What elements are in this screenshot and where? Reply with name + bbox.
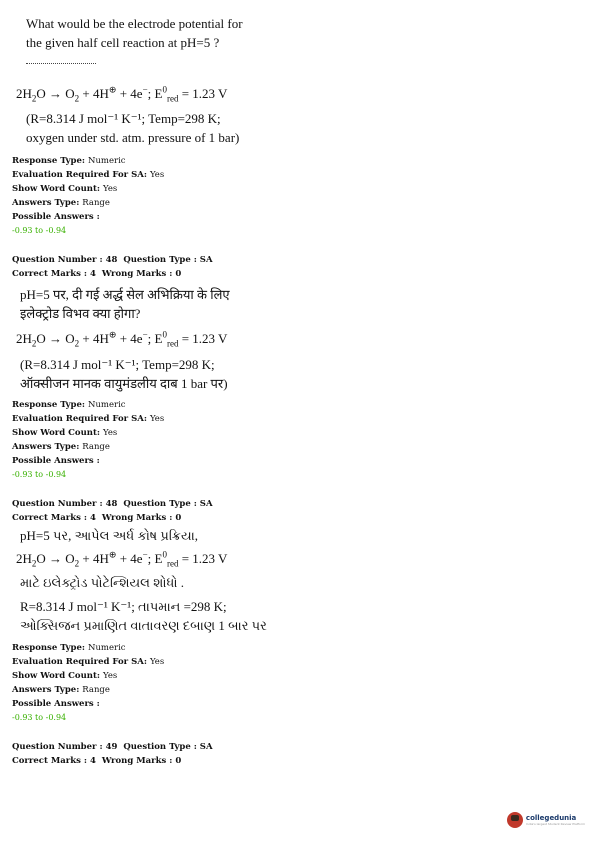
meta-block: Response Type: Numeric Evaluation Required For SA: Yes Show Word Count: Yes Answers Type: Range Possible Answers : (12, 400, 165, 466)
wrong-marks: Wrong Marks : 0 (101, 756, 182, 766)
possible-answers-label: Possible Answers : (12, 212, 100, 222)
conditions-line: oxygen under std. atm. pressure of 1 bar) (26, 130, 240, 145)
wrong-marks: Wrong Marks : 0 (101, 513, 182, 523)
question-text-gu (20, 526, 198, 545)
possible-answers-value: -0.93 to -0.94 (12, 713, 67, 722)
possible-answers-value: -0.93 to -0.94 (12, 226, 67, 235)
question-line: માટે ઇલેક્ટ્રોડ પોટેન્શિયલ શોધો . (20, 575, 185, 590)
logo-name: collegedunia (525, 814, 577, 822)
question-header (12, 740, 213, 768)
question-number: Question Number : 48 (12, 255, 118, 265)
question-header (12, 497, 213, 525)
eval-row: Evaluation Required For SA: Yes (12, 170, 165, 180)
word-count-row: Show Word Count: Yes (12, 184, 118, 194)
question-line: What would be the electrode potential for (26, 16, 243, 31)
equation: $2H_2O \to O_2 + 4H^\oplus + 4e^-$; $E^0_{red} = 1.23$ V (16, 329, 228, 349)
possible-answers-value: -0.93 to -0.94 (12, 470, 67, 479)
question-type: Question Type : SA (123, 255, 213, 265)
conditions (20, 597, 267, 635)
collegedunia-logo (507, 812, 585, 828)
correct-marks: Correct Marks : 4 (12, 513, 96, 523)
question-type: Question Type : SA (123, 499, 213, 509)
conditions-line: (R=8.314 J mol⁻¹ K⁻¹; Temp=298 K; (20, 357, 215, 372)
conditions (20, 355, 228, 393)
question-number: Question Number : 48 (12, 499, 118, 509)
response-type-row: Response Type: Numeric (12, 156, 126, 166)
conditions-line: (R=8.314 J mol⁻¹ K⁻¹; Temp=298 K; (26, 111, 221, 126)
correct-marks: Correct Marks : 4 (12, 756, 96, 766)
correct-marks: Correct Marks : 4 (12, 269, 96, 279)
conditions-line: ऑक्सीजन मानक वायुमंडलीय दाब 1 bar पर) (20, 376, 228, 391)
divider (26, 63, 96, 64)
conditions-line: ઓક્સિજન પ્રમાણિત વાતાવરણ દબાણ 1 બાર પર (20, 618, 267, 633)
conditions (26, 109, 239, 147)
meta-block: Response Type: Numeric Evaluation Required For SA: Yes Show Word Count: Yes Answers Type: Range Possible Answers : (12, 643, 165, 709)
logo-tagline: India's largest Student Review Platform (525, 822, 585, 826)
conditions-line: R=8.314 J mol⁻¹ K⁻¹; તાપમાન =298 K; (20, 599, 227, 614)
equation: $2H_2O \to O_2 + 4H^\oplus + 4e^-$; $E^0_{red} = 1.23$ V (16, 549, 228, 569)
question-line: pH=5 પર, આપેલ અર્ધ કોષ પ્રક્રિયા, (20, 528, 199, 543)
question-number: Question Number : 49 (12, 742, 118, 752)
question-header (12, 253, 213, 281)
question-line: इलेक्ट्रोड विभव क्या होगा? (20, 306, 141, 321)
answers-type-row: Answers Type: Range (12, 198, 110, 208)
equation: $2H_2O \to O_2 + 4H^\oplus + 4e^-$; $E^0_{red} = 1.23$ V (16, 84, 228, 104)
wrong-marks: Wrong Marks : 0 (101, 269, 182, 279)
logo-mascot-icon (507, 812, 523, 828)
question-line: the given half cell reaction at pH=5 ? (26, 35, 220, 50)
question-line: pH=5 पर, दी गई अर्द्ध सेल अभिक्रिया के लिए (20, 287, 230, 302)
question-text-en (26, 14, 243, 52)
question-text-gu-2 (20, 573, 184, 592)
question-type: Question Type : SA (123, 742, 213, 752)
meta-block (12, 154, 164, 224)
question-text-hi (20, 285, 230, 323)
